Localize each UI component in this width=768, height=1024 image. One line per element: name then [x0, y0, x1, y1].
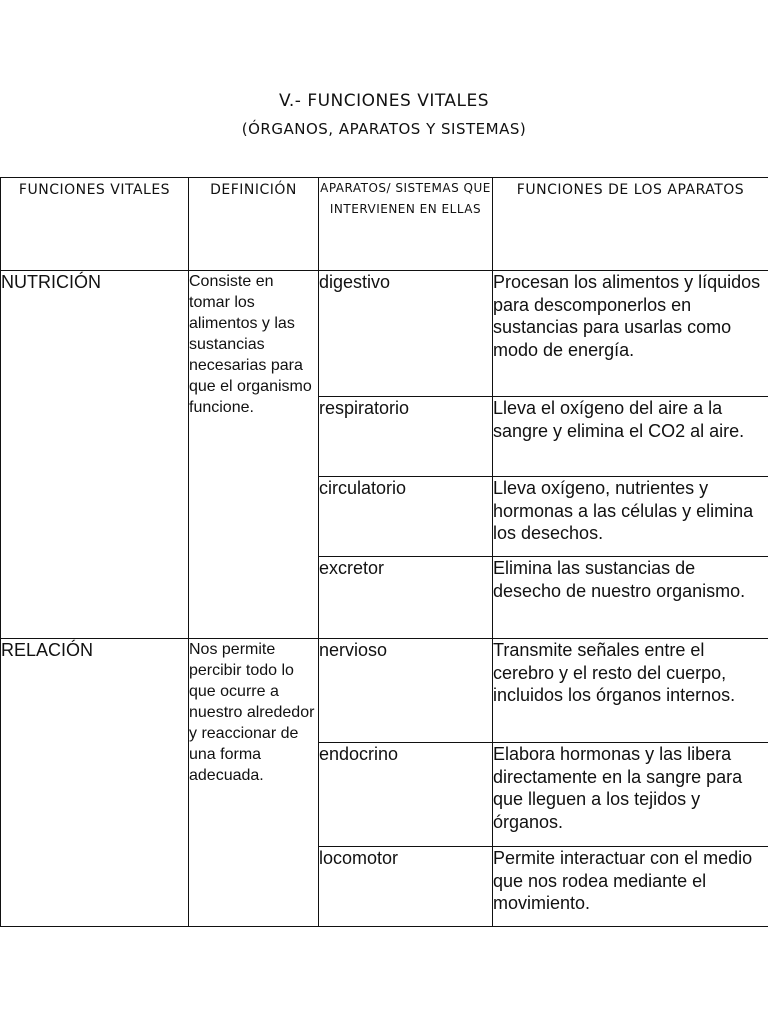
table-row [1, 271, 768, 397]
header-system-functions: FUNCIONES DE LOS APARATOS [493, 178, 768, 271]
system-cell: respiratorio [319, 397, 493, 477]
system-cell: endocrino [319, 743, 493, 847]
description-cell: Procesan los alimentos y líquidos para descomponerlos en sustancias para usarlas como modo de energía. [493, 271, 768, 397]
definition-cell: Consiste en tomar los alimentos y las sustancias necesarias para que el organismo funcione. [189, 271, 319, 639]
header-functions: FUNCIONES VITALES [1, 178, 189, 271]
functions-table [0, 177, 768, 927]
table-row [1, 639, 768, 743]
description-cell: Lleva oxígeno, nutrientes y hormonas a las células y elimina los desechos. [493, 477, 768, 557]
page-title: V.- FUNCIONES VITALES [278, 91, 490, 111]
definition-cell: Nos permite percibir todo lo que ocurre a nuestro alrededor y reaccionar de una forma adecuada. [189, 639, 319, 927]
title-block [0, 88, 768, 142]
description-cell: Permite interactuar con el medio que nos rodea mediante el movimiento. [493, 847, 768, 927]
description-cell: Elabora hormonas y las libera directamente en la sangre para que lleguen a los tejidos y órganos. [493, 743, 768, 847]
header-definition: DEFINICIÓN [189, 178, 319, 271]
system-cell: circulatorio [319, 477, 493, 557]
description-cell: Transmite señales entre el cerebro y el resto del cuerpo, incluidos los órganos internos. [493, 639, 768, 743]
function-cell: NUTRICIÓN [1, 271, 189, 639]
header-systems: APARATOS/ SISTEMAS QUE INTERVIENEN EN ELLAS [319, 178, 493, 271]
page-subtitle: (ÓRGANOS, APARATOS Y SISTEMAS) [241, 120, 527, 138]
system-cell: excretor [319, 557, 493, 639]
system-cell: digestivo [319, 271, 493, 397]
system-cell: nervioso [319, 639, 493, 743]
function-cell: RELACIÓN [1, 639, 189, 927]
header-row [1, 178, 768, 271]
description-cell: Elimina las sustancias de desecho de nuestro organismo. [493, 557, 768, 639]
system-cell: locomotor [319, 847, 493, 927]
description-cell: Lleva el oxígeno del aire a la sangre y elimina el CO2 al aire. [493, 397, 768, 477]
